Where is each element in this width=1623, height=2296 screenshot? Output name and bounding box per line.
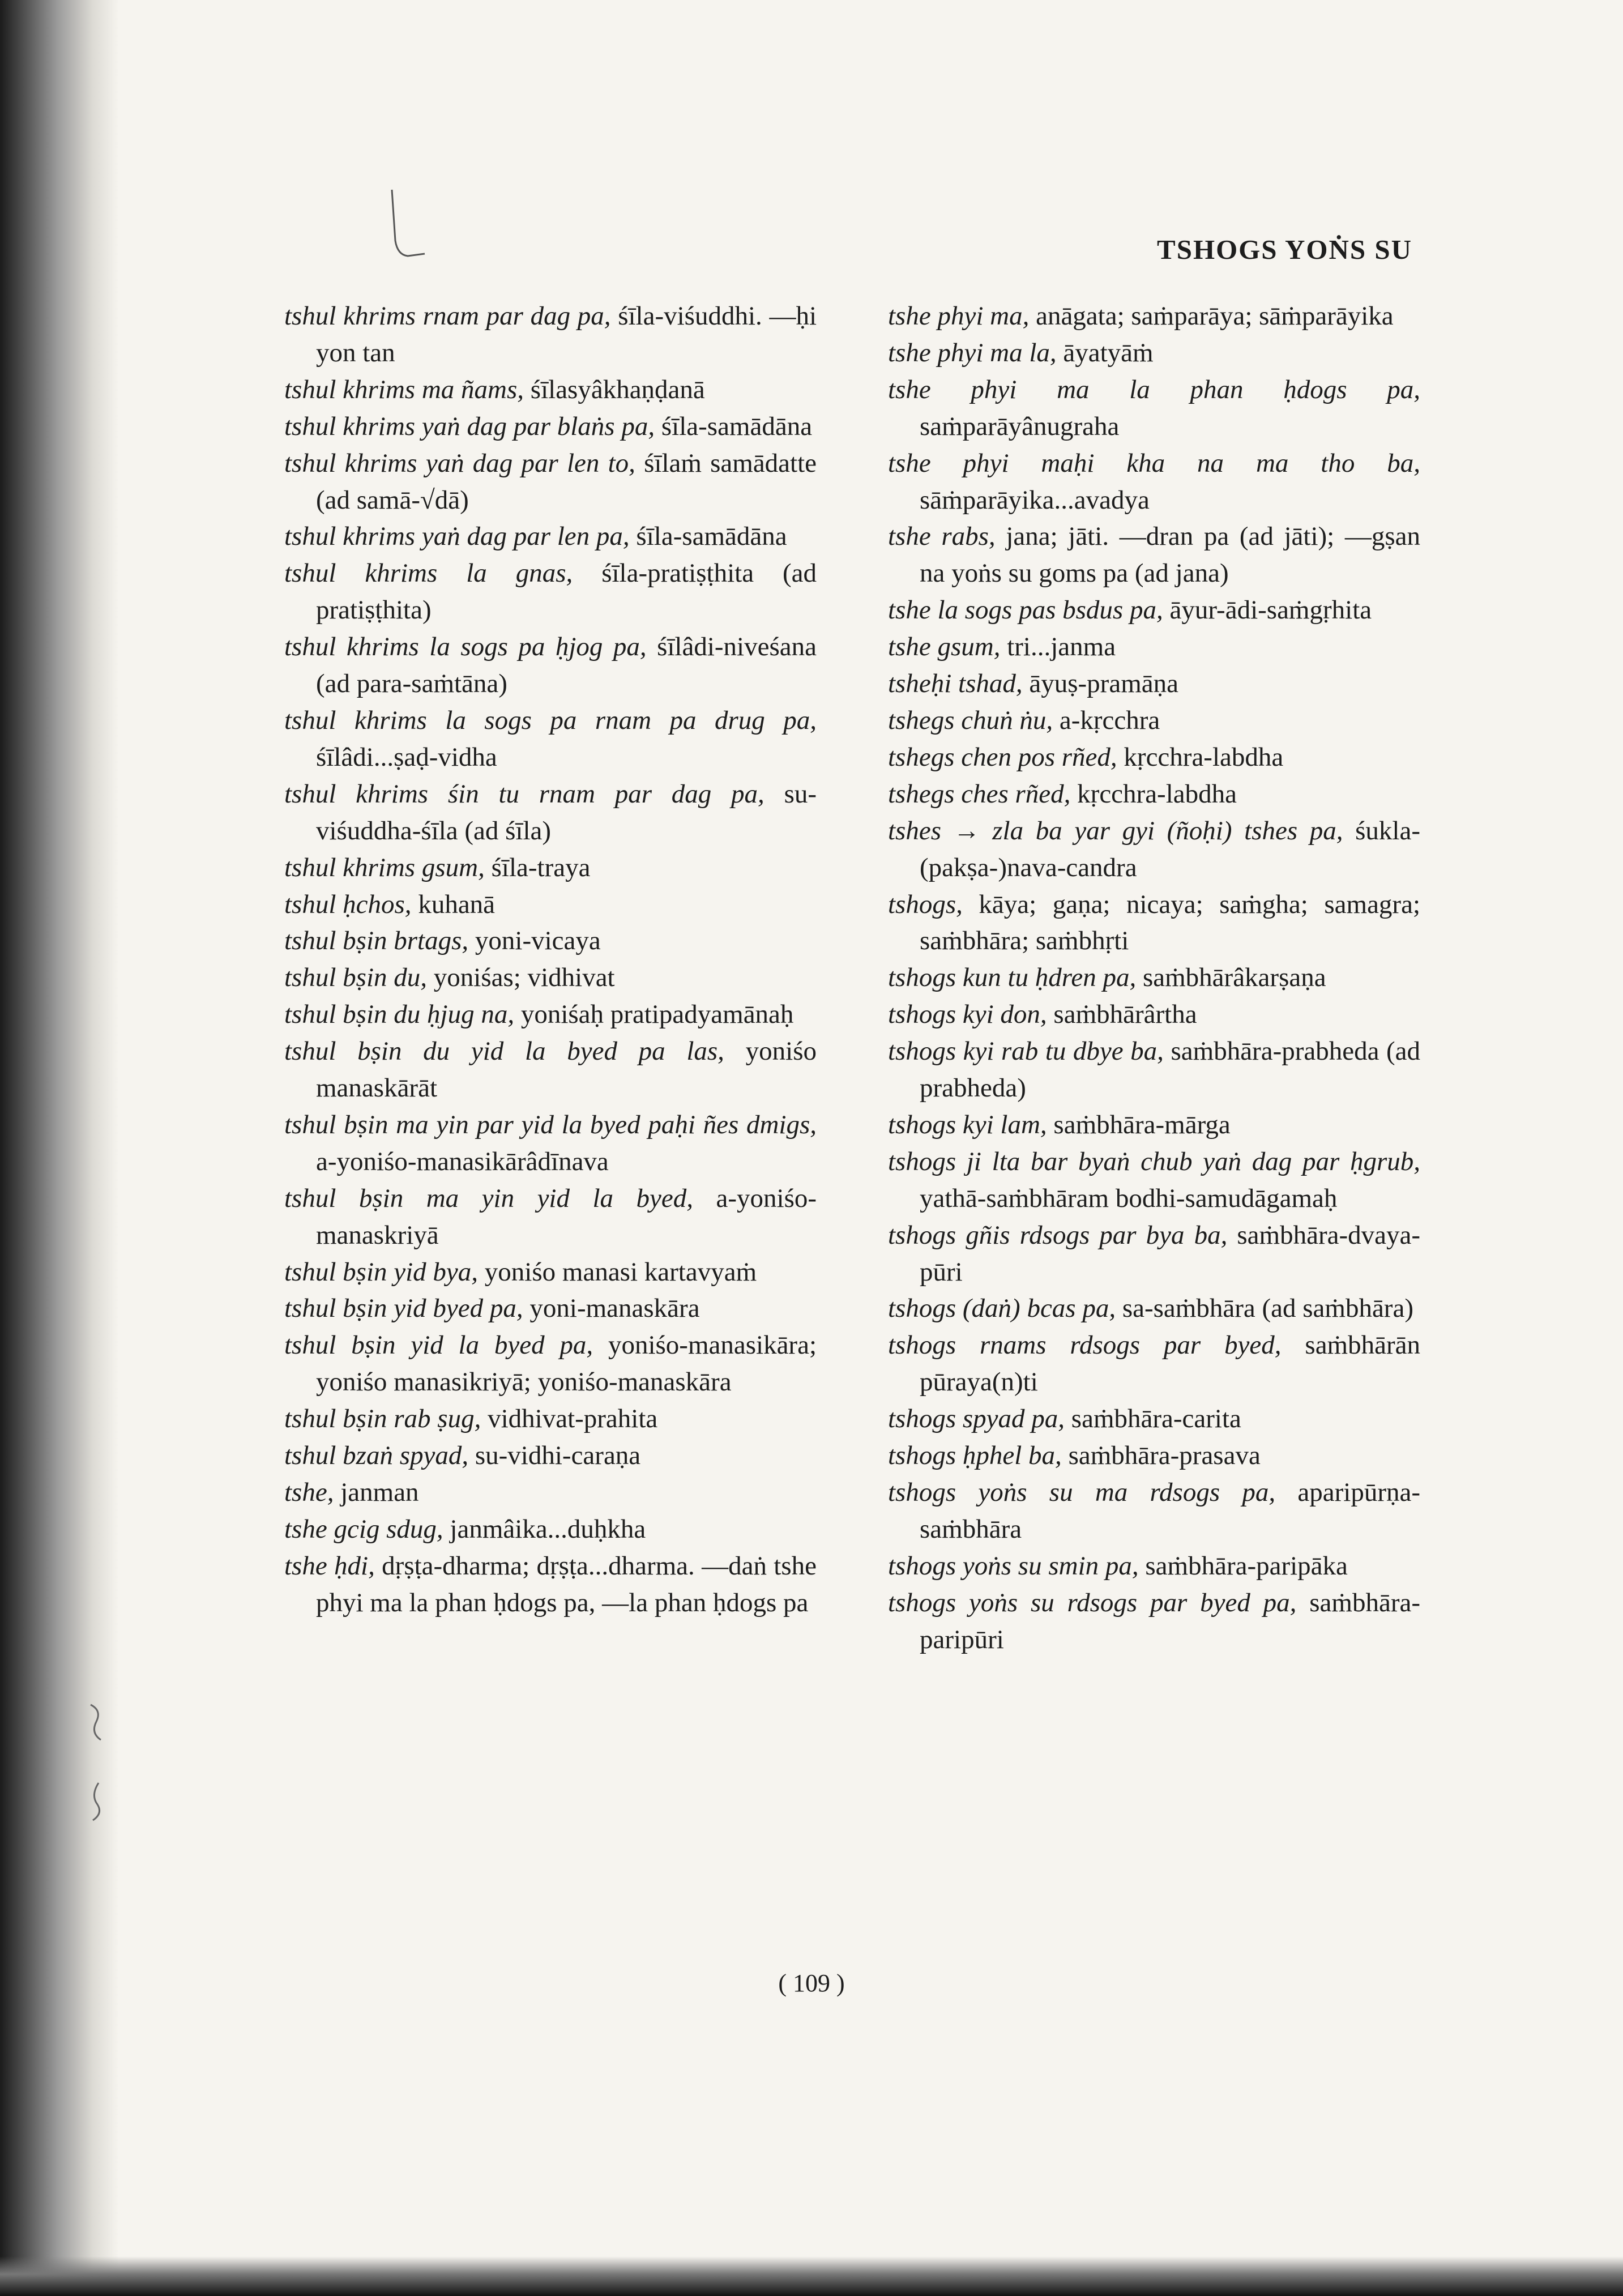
tibetan-headword: tshegs chen pos rñed, (888, 742, 1117, 772)
tibetan-headword: tshogs yoṅs su smin pa, (888, 1551, 1139, 1581)
sanskrit-equivalent: a-yoniśo-manasikārâdīnava (316, 1146, 609, 1176)
tibetan-headword: tshogs gñis rdsogs par bya ba, (888, 1220, 1228, 1250)
running-head: TSHOGS YOṄS SU (1157, 234, 1412, 265)
dictionary-entry (284, 923, 817, 959)
sanskrit-equivalent: yoni-manaskāra (529, 1294, 700, 1324)
tibetan-headword: tshogs kyi rab tu dbye ba, (888, 1036, 1164, 1066)
dictionary-entry (888, 1585, 1420, 1658)
tibetan-headword: tshogs rnams rdsogs par byed, (888, 1330, 1282, 1360)
dictionary-entry (888, 1033, 1420, 1107)
sanskrit-equivalent: śīla-samādāna (661, 411, 813, 441)
tibetan-headword: tshul bṣin yid byed pa, (284, 1294, 523, 1324)
dictionary-entry (284, 408, 817, 445)
dictionary-entry (284, 298, 817, 372)
left-column (284, 298, 817, 1621)
tibetan-headword: tshul khrims ma ñams, (284, 374, 524, 404)
sanskrit-equivalent: saṁbhāra-prasava (1068, 1441, 1261, 1471)
dictionary-entry (284, 518, 817, 555)
dictionary-entry (284, 629, 817, 702)
sanskrit-equivalent: śīla-viśuddhi. —ḥi yon tan (316, 301, 817, 368)
sanskrit-equivalent: saṁbhāra-paripūri (920, 1587, 1420, 1654)
tibetan-headword: tshul bṣin yid bya, (284, 1257, 479, 1287)
sanskrit-equivalent: śīla-pratiṣṭhita (ad pratiṣṭhita) (316, 558, 817, 625)
dictionary-entry (888, 335, 1420, 372)
dictionary-entry (284, 1033, 817, 1107)
tibetan-headword: tshul bṣin du, (284, 963, 428, 993)
sanskrit-equivalent: janman (340, 1478, 419, 1507)
sanskrit-equivalent: janmâika...duḥkha (450, 1514, 646, 1544)
tibetan-headword: tshul ḥchos, (284, 889, 412, 919)
dictionary-entry (888, 776, 1420, 813)
sanskrit-equivalent: saṁbhārâkarṣaṇa (1142, 963, 1326, 993)
sanskrit-equivalent: āyuṣ-pramāṇa (1029, 669, 1178, 699)
dictionary-entry (284, 1548, 817, 1621)
tibetan-headword: tshul bṣin du yid la byed pa las, (284, 1036, 724, 1066)
pen-mark (385, 187, 436, 266)
sanskrit-equivalent: saṁparāyânugraha (920, 411, 1120, 441)
tibetan-headword: tshegs chuṅ ṅu, (888, 705, 1053, 735)
tibetan-headword: tshe gcig sdug, (284, 1514, 443, 1544)
tibetan-headword: tshogs yoṅs su ma rdsogs pa, (888, 1478, 1276, 1507)
sanskrit-equivalent: yoniśo manasi kartavyaṁ (484, 1257, 757, 1287)
sanskrit-equivalent: tri...janma (1007, 632, 1116, 662)
tibetan-headword: tshul khrims gsum, (284, 852, 485, 882)
sanskrit-equivalent: su-viśuddha-śīla (ad śīla) (316, 779, 817, 846)
sanskrit-equivalent: yoniśas; vidhivat (433, 963, 615, 993)
tibetan-headword: tshe phyi ma, (888, 301, 1030, 331)
dictionary-entry (284, 1254, 817, 1291)
tibetan-headword: tshul khrims śin tu rnam par dag pa, (284, 779, 764, 809)
sanskrit-equivalent: sāṁparāyika...avadya (920, 485, 1150, 515)
tibetan-headword: tshul khrims la sogs pa rnam pa drug pa, (284, 705, 817, 735)
dictionary-entry (284, 1511, 817, 1548)
sanskrit-equivalent: a-kṛcchra (1059, 705, 1160, 735)
tibetan-headword: tshogs spyad pa, (888, 1404, 1065, 1434)
sanskrit-equivalent: śīlâdi...ṣaḍ-vidha (316, 742, 497, 772)
sanskrit-equivalent: saṁbhāra-dvaya-pūri (920, 1220, 1420, 1287)
tibetan-headword: tshogs ḥphel ba, (888, 1441, 1062, 1471)
sanskrit-equivalent: anāgata; saṁparāya; sāṁparāyika (1036, 301, 1394, 331)
sanskrit-equivalent: su-vidhi-caraṇa (475, 1441, 641, 1471)
tibetan-headword: tshul khrims yaṅ dag par len to, (284, 448, 635, 478)
sanskrit-equivalent: kṛcchra-labdha (1077, 779, 1237, 809)
tibetan-headword: tshegs ches rñed, (888, 779, 1071, 809)
sanskrit-equivalent: śukla-(pakṣa-)nava-candra (920, 816, 1421, 882)
dictionary-entry (888, 372, 1420, 445)
dictionary-entry (284, 996, 817, 1033)
dictionary-entry (888, 1548, 1420, 1585)
dictionary-entry (284, 1180, 817, 1254)
dictionary-entry (888, 445, 1420, 519)
sanskrit-equivalent: āyur-ādi-saṁgṛhita (1169, 595, 1372, 625)
tibetan-headword: tshul khrims la sogs pa ḥjog pa, (284, 632, 647, 662)
dictionary-entry (284, 1290, 817, 1327)
tibetan-headword: tshul bṣin ma yin par yid la byed paḥi ñes dmigs, (284, 1109, 817, 1140)
tibetan-headword: tshul bṣin yid la byed pa, (284, 1330, 593, 1360)
dictionary-entry (284, 702, 817, 776)
dictionary-entry (284, 1437, 817, 1474)
tibetan-headword: tshogs yoṅs su rdsogs par byed pa, (888, 1587, 1297, 1618)
dictionary-entry (888, 996, 1420, 1033)
sanskrit-equivalent: sa-saṁbhāra (ad saṁbhāra) (1122, 1294, 1413, 1324)
tibetan-headword: tshogs, (888, 889, 963, 919)
tibetan-headword: tshul bṣin du ḥjug na, (284, 1000, 515, 1030)
sanskrit-equivalent: yoni-vicaya (475, 926, 601, 956)
tibetan-headword: tshul khrims la gnas, (284, 558, 573, 588)
dictionary-entry (888, 739, 1420, 776)
tibetan-headword: tshe phyi ma la phan ḥdogs pa, (888, 374, 1420, 404)
sanskrit-equivalent: yathā-saṁbhāram bodhi-samudāgamaḥ (920, 1183, 1338, 1213)
sanskrit-equivalent: vidhivat-prahita (488, 1404, 658, 1434)
sanskrit-equivalent: jana; jāti. —dran pa (ad jāti); —gṣan na yoṅs su goms pa (ad jana) (920, 522, 1421, 588)
dictionary-entry (888, 592, 1420, 629)
tibetan-headword: tshe ḥdi, (284, 1551, 375, 1581)
dictionary-entry (888, 665, 1420, 702)
sanskrit-equivalent: aparipūrṇa-saṁbhāra (920, 1478, 1420, 1544)
sanskrit-equivalent: śīlâdi-niveśana (ad para-saṁtāna) (316, 632, 817, 699)
sanskrit-equivalent: śīla-samādāna (636, 522, 787, 552)
tibetan-headword: tshogs kun tu ḥdren pa, (888, 963, 1137, 993)
right-column (888, 298, 1420, 1658)
sanskrit-equivalent: kṛcchra-labdha (1124, 742, 1284, 772)
sanskrit-equivalent: dṛṣṭa-dharma; dṛṣṭa...dharma. —daṅ tshe phyi ma la phan ḥdogs pa, —la phan ḥdogs pa (316, 1551, 817, 1618)
dictionary-entry (284, 886, 817, 923)
sanskrit-equivalent: saṁbhāra-prabheda (ad prabheda) (920, 1036, 1421, 1103)
sanskrit-equivalent: kuhanā (418, 889, 496, 919)
tibetan-headword: tshogs ji lta bar byaṅ chub yaṅ dag par ḥgrub, (888, 1146, 1420, 1176)
dictionary-entry (888, 1143, 1420, 1217)
dictionary-entry (284, 1107, 817, 1180)
dictionary-entry (284, 1327, 817, 1401)
dictionary-entry (888, 1401, 1420, 1437)
tibetan-headword: tshogs kyi lam, (888, 1109, 1047, 1140)
sanskrit-equivalent: yoniśo manaskārāt (316, 1036, 817, 1103)
tibetan-headword: tshul bṣin ma yin yid la byed, (284, 1183, 693, 1213)
sanskrit-equivalent: saṁbhāra-paripāka (1145, 1551, 1348, 1581)
scan-shadow-left (0, 0, 119, 2296)
edge-mark-top (85, 1699, 108, 1744)
edge-mark-bottom (85, 1778, 108, 1824)
tibetan-headword: tshe, (284, 1478, 334, 1507)
dictionary-entry (284, 372, 817, 408)
sanskrit-equivalent: yoniśaḥ pratipadyamānaḥ (520, 1000, 794, 1030)
dictionary-entry (888, 1437, 1420, 1474)
dictionary-entry (888, 629, 1420, 665)
sanskrit-equivalent: śīla-traya (491, 852, 591, 882)
tibetan-headword: tshul khrims rnam par dag pa, (284, 301, 611, 331)
dictionary-entry (888, 886, 1420, 960)
dictionary-entry (284, 1401, 817, 1437)
tibetan-headword: tshogs (daṅ) bcas pa, (888, 1294, 1116, 1324)
dictionary-entry (888, 1327, 1420, 1401)
tibetan-headword: tshe phyi maḥi kha na ma tho ba, (888, 448, 1420, 478)
dictionary-entry (888, 702, 1420, 739)
tibetan-headword: tsheḥi tshad, (888, 669, 1023, 699)
sanskrit-equivalent: kāya; gaṇa; nicaya; saṁgha; samagra; saṁbhāra; saṁbhṛti (920, 889, 1420, 956)
sanskrit-equivalent: āyatyāṁ (1063, 338, 1154, 368)
sanskrit-equivalent: saṁbhāra-mārga (1053, 1109, 1231, 1140)
tibetan-headword: tshul bṣin brtags, (284, 926, 469, 956)
tibetan-headword: tshul khrims yaṅ dag par blaṅs pa, (284, 411, 655, 441)
tibetan-headword: tshe rabs, (888, 522, 996, 552)
sanskrit-equivalent: saṁbhārârtha (1053, 1000, 1197, 1030)
dictionary-entry (888, 959, 1420, 996)
dictionary-entry (888, 1107, 1420, 1143)
tibetan-headword: tshes → zla ba yar gyi (ñoḥi) tshes pa, (888, 816, 1343, 846)
dictionary-entry (284, 445, 817, 519)
dictionary-entry (888, 1290, 1420, 1327)
sanskrit-equivalent: yoniśo-manasikāra; yoniśo manasikriyā; yoniśo-manaskāra (316, 1330, 817, 1397)
tibetan-headword: tshe gsum, (888, 632, 1001, 662)
sanskrit-equivalent: saṁbhārān pūraya(n)ti (920, 1330, 1420, 1397)
sanskrit-equivalent: śīlaṁ samādatte (ad samā-√dā) (316, 448, 817, 515)
page-number: ( 109 ) (778, 1969, 845, 1997)
dictionary-entry (284, 1474, 817, 1511)
tibetan-headword: tshogs kyi don, (888, 1000, 1047, 1030)
scan-shadow-bottom (0, 2256, 1623, 2296)
dictionary-entry (888, 298, 1420, 335)
sanskrit-equivalent: a-yoniśo-manaskriyā (316, 1183, 817, 1250)
dictionary-entry (284, 850, 817, 886)
tibetan-headword: tshul bṣin rab ṣug, (284, 1404, 481, 1434)
tibetan-headword: tshe phyi ma la, (888, 338, 1057, 368)
sanskrit-equivalent: saṁbhāra-carita (1071, 1404, 1241, 1434)
tibetan-headword: tshe la sogs pas bsdus pa, (888, 595, 1163, 625)
tibetan-headword: tshul bzaṅ spyad, (284, 1441, 469, 1471)
dictionary-entry (888, 813, 1420, 886)
dictionary-entry (888, 518, 1420, 592)
dictionary-entry (284, 959, 817, 996)
sanskrit-equivalent: śīlasyâkhaṇḍanā (530, 374, 705, 404)
tibetan-headword: tshul khrims yaṅ dag par len pa, (284, 522, 630, 552)
dictionary-entry (284, 555, 817, 629)
dictionary-entry (284, 776, 817, 850)
dictionary-entry (888, 1217, 1420, 1291)
dictionary-entry (888, 1474, 1420, 1548)
